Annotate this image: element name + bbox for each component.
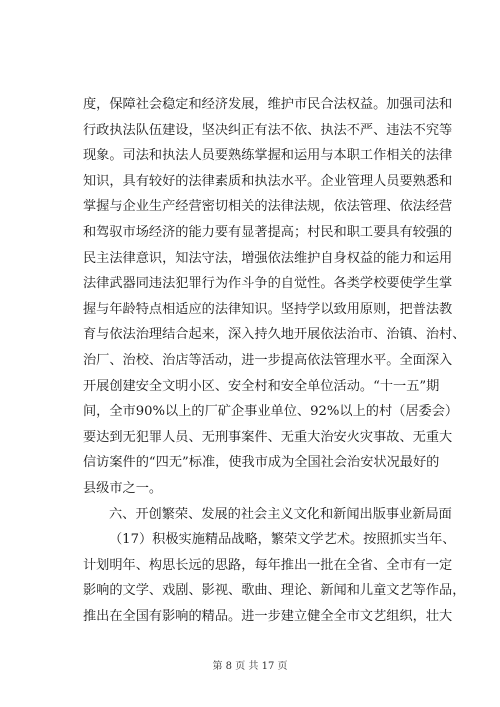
body-line: 知识，具有较好的法律素质和执法水平。企业管理人员要熟悉和 — [83, 173, 453, 189]
page-body — [83, 92, 466, 629]
body-line: 握与年龄特点相适应的法律知识。坚持学以致用原则，把普法教 — [83, 301, 453, 317]
section-line: （17）积极实施精品战略，繁荣文学艺术。按照抓实当年、 — [109, 532, 456, 548]
body-line: 掌握与企业生产经营密切相关的法律法规，依法管理、依法经营 — [83, 199, 453, 215]
body-line: 开展创建安全文明小区、安全村和安全单位活动。“十一五”期 — [83, 378, 440, 394]
body-line: 治厂、治校、治店等活动，进一步提高依法管理水平。全面深入 — [83, 352, 453, 368]
body-line: 行政执法队伍建设，坚决纠正有法不依、执法不严、违法不究等 — [83, 122, 453, 138]
body-line: 现象。司法和执法人员要熟练掌握和运用与本职工作相关的法律 — [83, 148, 453, 164]
body-line: 度，保障社会稳定和经济发展，维护市民合法权益。加强司法和 — [83, 97, 453, 112]
section-line: 推出在全国有影响的精品。进一步建立健全全市文艺组织，壮大 — [83, 608, 453, 624]
section-heading: 六、开创繁荣、发展的社会主义文化和新闻出版事业新局面 — [109, 506, 452, 522]
body-line: 民主法律意识，知法守法，增强依法维护自身权益的能力和运用 — [83, 250, 453, 266]
body-line: 法律武器同违法犯罪行为作斗争的自觉性。各类学校要使学生掌 — [83, 276, 453, 292]
page-footer: 第 8 页 共 17 页 — [212, 661, 288, 672]
body-line: 间，全市90%以上的厂矿企事业单位、92%以上的村（居委会） — [83, 404, 459, 420]
body-line: 和驾驭市场经济的能力要有显著提高；村民和职工要具有较强的 — [83, 224, 453, 240]
body-line: 信访案件的“四无”标准，使我市成为全国社会治安状况最好的 — [83, 455, 440, 471]
body-line: 育与依法治理结合起来，深入持久地开展依法治市、治镇、治村、 — [83, 327, 466, 343]
body-line: 要达到无犯罪人员、无刑事案件、无重大治安火灾事故、无重大 — [83, 429, 453, 445]
section-line: 计划明年、构思长远的思路，每年推出一批在全省、全市有一定 — [83, 557, 453, 573]
section-line: 影响的文学、戏剧、影视、歌曲、理论、新闻和儿童文艺等作品， — [83, 583, 466, 599]
body-line: 县级市之一。 — [83, 480, 163, 496]
